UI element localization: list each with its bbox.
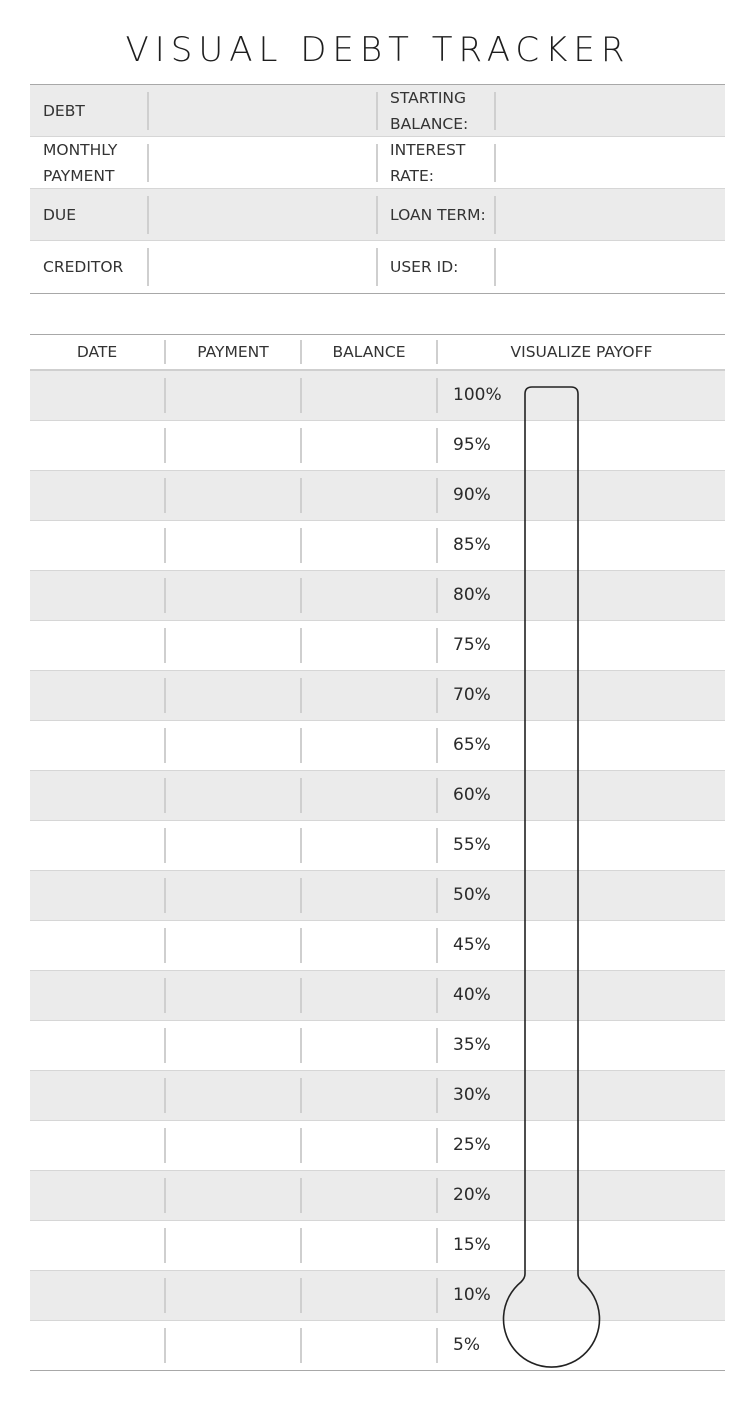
monthly-payment-field[interactable]: [152, 141, 374, 185]
user-id-label: USER ID:: [390, 258, 459, 276]
divider: [164, 678, 166, 713]
payment-cell[interactable]: [167, 725, 298, 765]
payment-cell[interactable]: [167, 925, 298, 965]
payment-cell[interactable]: [167, 1075, 298, 1115]
divider: [436, 728, 438, 763]
table-row: [30, 1171, 725, 1221]
table-row: [30, 471, 725, 521]
date-cell[interactable]: [30, 1125, 162, 1165]
creditor-field[interactable]: [152, 245, 374, 289]
divider: [436, 378, 438, 413]
debt-label: DEBT: [43, 101, 85, 120]
balance-cell[interactable]: [303, 625, 434, 665]
divider: [300, 478, 302, 513]
divider: [164, 878, 166, 913]
due-field[interactable]: [152, 193, 374, 237]
divider: [147, 144, 149, 182]
header-visualize-payoff: VISUALIZE PAYOFF: [510, 343, 653, 361]
divider: [376, 248, 378, 286]
payment-cell[interactable]: [167, 425, 298, 465]
payment-cell[interactable]: [167, 625, 298, 665]
balance-cell[interactable]: [303, 725, 434, 765]
percent-label: 100%: [453, 385, 502, 405]
percent-label: 80%: [453, 585, 491, 605]
divider: [494, 144, 496, 182]
divider: [164, 1178, 166, 1213]
divider: [164, 1028, 166, 1063]
divider: [164, 828, 166, 863]
balance-cell[interactable]: [303, 1325, 434, 1365]
divider: [164, 1278, 166, 1313]
percent-label: 50%: [453, 885, 491, 905]
info-row-due: [30, 189, 725, 241]
table-row: [30, 1321, 725, 1371]
table-row: [30, 1121, 725, 1171]
date-cell[interactable]: [30, 775, 162, 815]
info-row-creditor: [30, 241, 725, 293]
table-row: [30, 421, 725, 471]
balance-cell[interactable]: [303, 1275, 434, 1315]
payment-cell[interactable]: [167, 875, 298, 915]
date-cell[interactable]: [30, 1175, 162, 1215]
debt-field[interactable]: [152, 89, 374, 133]
divider: [436, 978, 438, 1013]
divider: [164, 778, 166, 813]
table-row: [30, 871, 725, 921]
info-row-debt: [30, 85, 725, 137]
divider: [300, 928, 302, 963]
percent-label: 15%: [453, 1235, 491, 1255]
interest-rate-field[interactable]: [500, 141, 720, 185]
balance-cell[interactable]: [303, 1075, 434, 1115]
info-table: [30, 84, 725, 294]
divider: [164, 628, 166, 663]
date-cell[interactable]: [30, 1325, 162, 1365]
date-cell[interactable]: [30, 625, 162, 665]
divider: [147, 248, 149, 286]
table-row: [30, 1071, 725, 1121]
divider: [436, 1278, 438, 1313]
percent-label: 60%: [453, 785, 491, 805]
table-row: [30, 821, 725, 871]
percent-label: 90%: [453, 485, 491, 505]
table-row: [30, 771, 725, 821]
balance-cell[interactable]: [303, 1225, 434, 1265]
divider: [147, 196, 149, 234]
balance-cell[interactable]: [303, 1025, 434, 1065]
balance-cell[interactable]: [303, 675, 434, 715]
table-row: [30, 571, 725, 621]
divider: [436, 1328, 438, 1363]
date-cell[interactable]: [30, 475, 162, 515]
payment-cell[interactable]: [167, 1025, 298, 1065]
payment-cell[interactable]: [167, 525, 298, 565]
divider: [164, 378, 166, 413]
divider: [300, 628, 302, 663]
date-cell[interactable]: [30, 1275, 162, 1315]
percent-label: 85%: [453, 535, 491, 555]
percent-label: 55%: [453, 835, 491, 855]
divider: [300, 1028, 302, 1063]
info-row-monthly-payment: [30, 137, 725, 189]
due-label: DUE: [43, 205, 77, 224]
divider: [300, 828, 302, 863]
divider: [376, 196, 378, 234]
date-cell[interactable]: [30, 1025, 162, 1065]
divider: [494, 248, 496, 286]
divider: [300, 1278, 302, 1313]
divider: [300, 428, 302, 463]
divider: [436, 428, 438, 463]
percent-label: 45%: [453, 935, 491, 955]
balance-cell[interactable]: [303, 975, 434, 1015]
starting-balance-label: STARTING BALANCE:: [390, 88, 469, 133]
payment-cell[interactable]: [167, 1175, 298, 1215]
divider: [436, 928, 438, 963]
percent-label: 40%: [453, 985, 491, 1005]
divider: [436, 878, 438, 913]
table-row: [30, 371, 725, 421]
balance-cell[interactable]: [303, 875, 434, 915]
divider: [494, 196, 496, 234]
divider: [436, 478, 438, 513]
divider: [164, 978, 166, 1013]
divider: [164, 1128, 166, 1163]
balance-cell[interactable]: [303, 775, 434, 815]
date-cell[interactable]: [30, 975, 162, 1015]
payment-cell[interactable]: [167, 575, 298, 615]
balance-cell[interactable]: [303, 525, 434, 565]
divider: [436, 628, 438, 663]
balance-cell[interactable]: [303, 425, 434, 465]
percent-label: 20%: [453, 1185, 491, 1205]
divider: [436, 528, 438, 563]
divider: [300, 578, 302, 613]
divider: [436, 1078, 438, 1113]
date-cell[interactable]: [30, 875, 162, 915]
table-row: [30, 971, 725, 1021]
divider: [436, 578, 438, 613]
percent-label: 10%: [453, 1285, 491, 1305]
date-cell[interactable]: [30, 925, 162, 965]
divider: [164, 728, 166, 763]
divider: [436, 1228, 438, 1263]
payment-cell[interactable]: [167, 675, 298, 715]
divider: [436, 1028, 438, 1063]
payment-cell[interactable]: [167, 1125, 298, 1165]
divider: [376, 92, 378, 130]
payment-cell[interactable]: [167, 1325, 298, 1365]
divider: [300, 1078, 302, 1113]
divider: [300, 878, 302, 913]
payment-cell[interactable]: [167, 375, 298, 415]
divider: [300, 1328, 302, 1363]
creditor-label: CREDITOR: [43, 258, 124, 276]
divider: [147, 92, 149, 130]
divider: [164, 1228, 166, 1263]
payment-cell[interactable]: [167, 775, 298, 815]
divider: [436, 828, 438, 863]
table-row: [30, 1221, 725, 1271]
balance-cell[interactable]: [303, 475, 434, 515]
divider: [164, 1078, 166, 1113]
divider: [164, 1328, 166, 1363]
divider: [300, 1178, 302, 1213]
loan-term-label: LOAN TERM:: [390, 205, 486, 224]
balance-cell[interactable]: [303, 1175, 434, 1215]
table-row: [30, 1021, 725, 1071]
percent-label: 5%: [453, 1335, 480, 1355]
loan-term-field[interactable]: [500, 193, 720, 237]
percent-label: 75%: [453, 635, 491, 655]
date-cell[interactable]: [30, 1225, 162, 1265]
date-cell[interactable]: [30, 825, 162, 865]
starting-balance-field[interactable]: [500, 89, 720, 133]
divider: [436, 1178, 438, 1213]
divider: [300, 528, 302, 563]
divider: [300, 1228, 302, 1263]
divider: [164, 928, 166, 963]
divider: [300, 778, 302, 813]
monthly-payment-label: MONTHLY PAYMENT: [43, 140, 118, 185]
balance-cell[interactable]: [303, 1125, 434, 1165]
percent-label: 25%: [453, 1135, 491, 1155]
payoff-table: [30, 334, 725, 1371]
date-cell[interactable]: [30, 425, 162, 465]
payment-cell[interactable]: [167, 825, 298, 865]
percent-label: 35%: [453, 1035, 491, 1055]
date-cell[interactable]: [30, 575, 162, 615]
page-title: VISUAL DEBT TRACKER: [125, 30, 631, 70]
divider: [164, 528, 166, 563]
divider: [494, 92, 496, 130]
balance-cell[interactable]: [303, 925, 434, 965]
header-payment: PAYMENT: [197, 343, 269, 361]
interest-rate-label: INTEREST RATE:: [390, 140, 466, 185]
user-id-field[interactable]: [500, 245, 720, 289]
divider: [300, 378, 302, 413]
table-row: [30, 521, 725, 571]
divider: [300, 1128, 302, 1163]
divider: [164, 428, 166, 463]
divider: [376, 144, 378, 182]
percent-label: 65%: [453, 735, 491, 755]
balance-cell[interactable]: [303, 375, 434, 415]
balance-cell[interactable]: [303, 825, 434, 865]
table-row: [30, 721, 725, 771]
divider: [164, 578, 166, 613]
divider: [300, 678, 302, 713]
date-cell[interactable]: [30, 525, 162, 565]
table-row: [30, 671, 725, 721]
table-row: [30, 1271, 725, 1321]
date-cell[interactable]: [30, 375, 162, 415]
percent-label: 95%: [453, 435, 491, 455]
header-balance: BALANCE: [332, 343, 406, 361]
payment-cell[interactable]: [167, 1225, 298, 1265]
table-header: [30, 335, 725, 371]
date-cell[interactable]: [30, 675, 162, 715]
divider: [436, 778, 438, 813]
payment-cell[interactable]: [167, 475, 298, 515]
table-row: [30, 921, 725, 971]
table-row: [30, 621, 725, 671]
percent-label: 30%: [453, 1085, 491, 1105]
divider: [300, 728, 302, 763]
percent-label: 70%: [453, 685, 491, 705]
header-date: DATE: [76, 343, 118, 361]
payment-cell[interactable]: [167, 975, 298, 1015]
date-cell[interactable]: [30, 725, 162, 765]
divider: [164, 478, 166, 513]
divider: [436, 678, 438, 713]
payment-cell[interactable]: [167, 1275, 298, 1315]
divider: [436, 1128, 438, 1163]
divider: [300, 978, 302, 1013]
table-body: [30, 371, 725, 1371]
balance-cell[interactable]: [303, 575, 434, 615]
date-cell[interactable]: [30, 1075, 162, 1115]
